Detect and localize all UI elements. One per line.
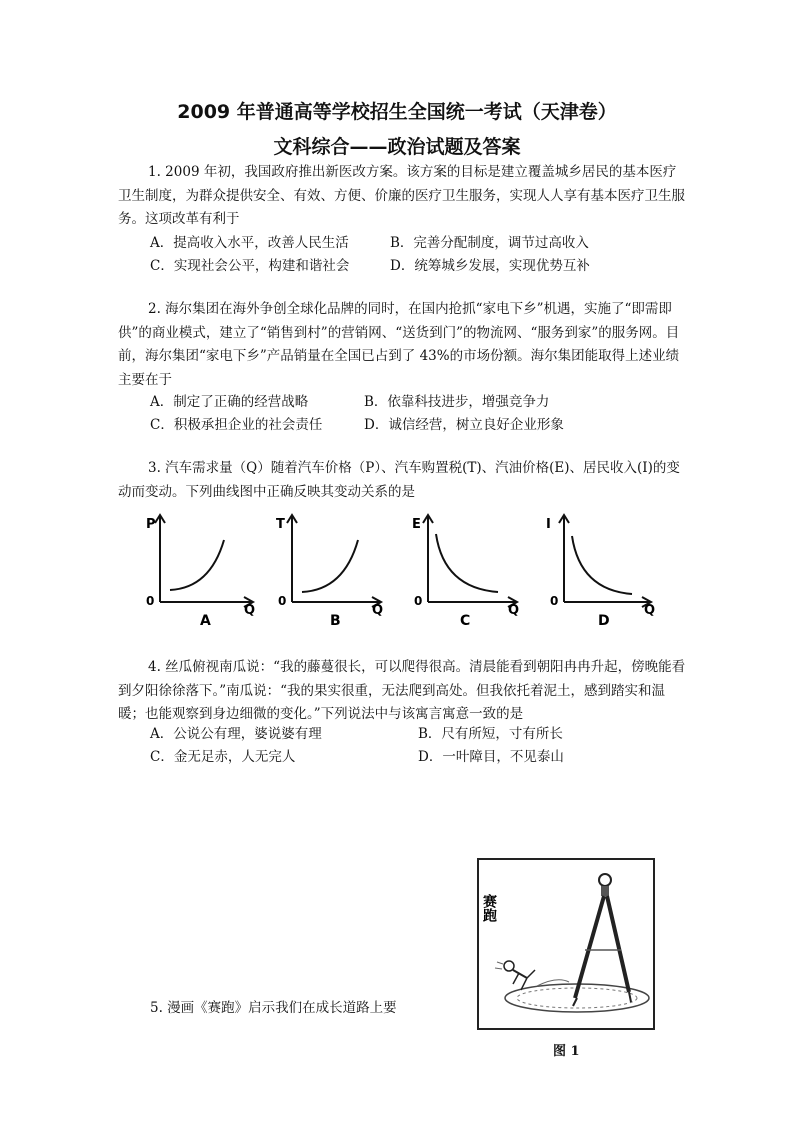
graph-b (272, 510, 402, 639)
question-2-stem: 2. 海尔集团在海外争创全球化品牌的同时，在国内抢抓“家电下乡”机遇，实施了“即需即供”的商业模式，建立了“销售到村”的营销网、“送货到门”的物流网、“服务到家”的服务网。目前，海尔集团“家电下乡”产品销量在全国已占到了 43%的市场份额。海尔集团能取得上述业绩主要在于 (118, 301, 680, 388)
graph-b-letter: B (330, 613, 341, 629)
page-subtitle: 文科综合——政治试题及答案 (273, 136, 521, 158)
graph-d-origin: 0 (550, 594, 559, 608)
graph-d (544, 510, 674, 639)
question-2-option-b: B．依靠科技进步，增强竞争力 (364, 394, 550, 410)
cartoon-border (478, 859, 654, 1029)
graph-d-letter: D (598, 613, 610, 629)
question-2-option-d: D．诚信经营，树立良好企业形象 (364, 417, 564, 433)
figure-caption: 图 1 (553, 1044, 580, 1059)
question-4-option-d: D．一叶障目，不见泰山 (418, 749, 564, 765)
question-3-stem: 3. 汽车需求量（Q）随着汽车价格（P）、汽车购置税(T)、汽油价格(E)、居民收入(I)的变动而变动。下列曲线图中正确反映其变动关系的是 (118, 460, 680, 500)
page-title: 2009 年普通高等学校招生全国统一考试（天津卷） (177, 101, 617, 123)
graph-c-ylabel: E (412, 517, 421, 532)
question-5-stem: 5. 漫画《赛跑》启示我们在成长道路上要 (150, 1000, 397, 1016)
graph-a-letter: A (200, 613, 211, 629)
graph-c (408, 510, 538, 639)
graph-d-curve (572, 536, 632, 594)
graph-a-curve (170, 540, 224, 590)
question-2-option-c: C．积极承担企业的社会责任 (150, 417, 323, 433)
graph-a-origin: 0 (146, 594, 155, 608)
question-4-stem: 4. 丝瓜俯视南瓜说：“我的藤蔓很长，可以爬得很高。清晨能看到朝阳冉冉升起，傍晚能看到夕阳徐徐落下。”南瓜说：“我的果实很重，无法爬到高处。但我依托着泥土，感到踏实和温暖；也能观察到身边细微的变化。”下列说法中与该寓言寓意一致的是 (118, 659, 686, 722)
graph-b-curve (302, 540, 358, 592)
graph-c-letter: C (460, 613, 471, 629)
graph-a-ylabel: P (146, 517, 156, 532)
question-4-option-a: A．公说公有理，婆说婆有理 (150, 726, 322, 742)
graph-b-origin: 0 (278, 594, 287, 608)
question-1-stem: 1. 2009 年初，我国政府推出新医改方案。该方案的目标是建立覆盖城乡居民的基本医疗卫生制度，为群众提供安全、有效、方便、价廉的医疗卫生服务，实现人人享有基本医疗卫生服务。这项改革有利于 (118, 164, 685, 227)
graph-a (140, 510, 270, 639)
graph-b-ylabel: T (276, 517, 285, 532)
cartoon-race-figure (477, 858, 655, 1030)
question-1-option-c: C．实现社会公平，构建和谐社会 (150, 258, 350, 274)
graph-c-xlabel: Q (508, 603, 520, 618)
graph-c-origin: 0 (414, 594, 423, 608)
graph-a-xlabel: Q (244, 603, 256, 618)
question-4-option-b: B．尺有所短，寸有所长 (418, 726, 563, 742)
question-1-option-a: A．提高收入水平，改善人民生活 (150, 235, 349, 251)
cartoon-title: 赛跑 (481, 894, 497, 922)
question-1-option-b: B．完善分配制度，调节过高收入 (390, 235, 589, 251)
graph-b-xlabel: Q (372, 603, 384, 618)
question-2-option-a: A．制定了正确的经营战略 (150, 394, 309, 410)
graph-d-ylabel: I (546, 517, 551, 532)
question-4-option-c: C．金无足赤，人无完人 (150, 749, 296, 765)
graph-d-xlabel: Q (644, 603, 656, 618)
question-1-option-d: D．统筹城乡发展，实现优势互补 (390, 258, 590, 274)
graph-c-curve (436, 534, 498, 592)
